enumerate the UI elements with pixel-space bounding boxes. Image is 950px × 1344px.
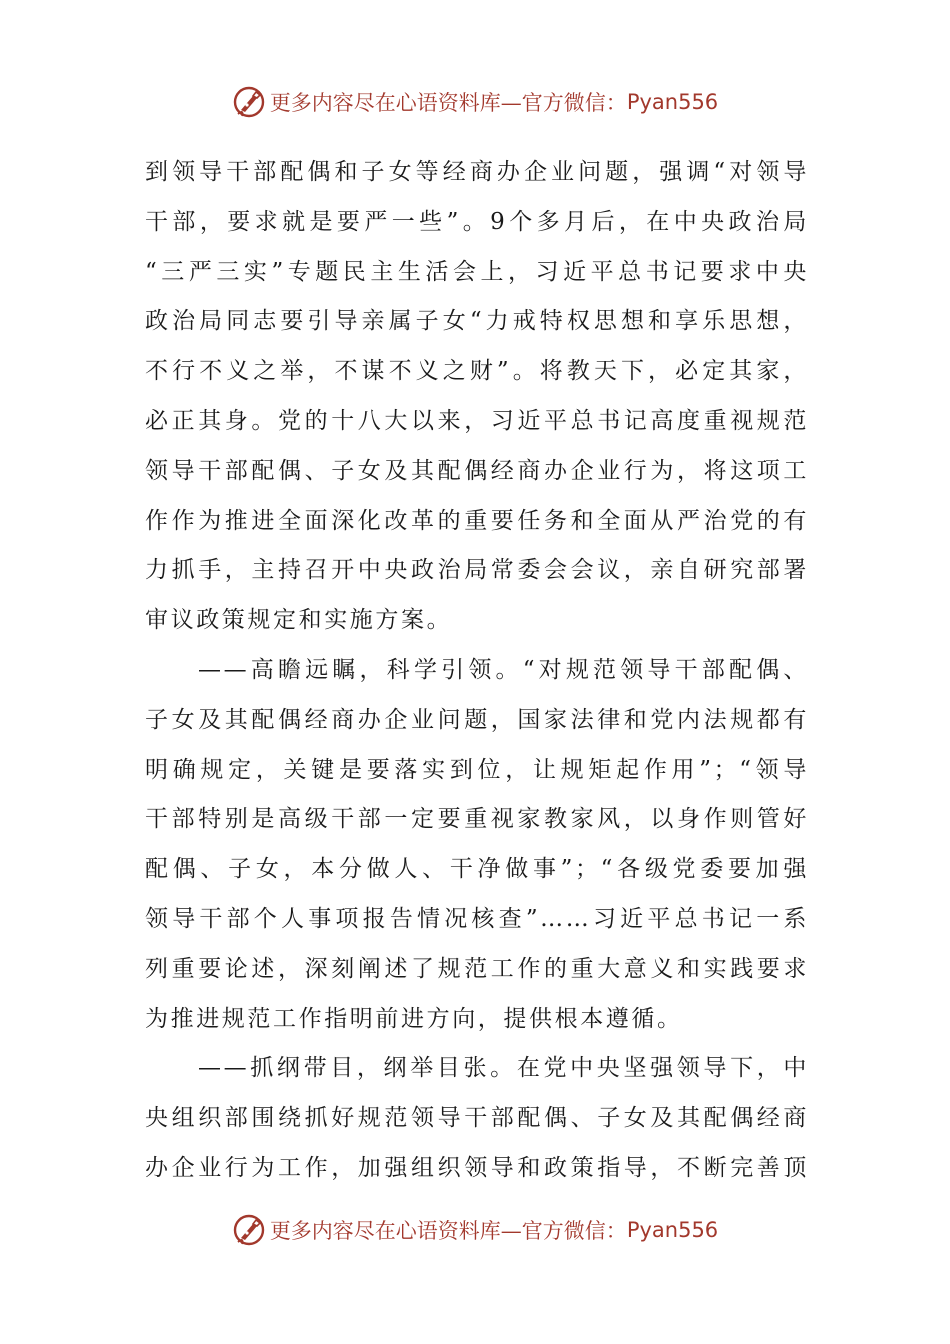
text-line: 审议政策规定和实施方案。 bbox=[145, 607, 453, 634]
text-line: 列重要论述，深刻阐述了规范工作的重大意义和实践要求 bbox=[145, 955, 809, 982]
banner-wechat-id: Pyan556 bbox=[626, 90, 719, 114]
text-line: 政治局同志要引导亲属子女“力戒特权思想和享乐思想， bbox=[145, 308, 809, 335]
paragraph bbox=[145, 148, 809, 646]
paragraph bbox=[145, 646, 809, 1044]
text-line: 为推进规范工作指明前进方向，提供根本遵循。 bbox=[145, 1005, 683, 1032]
text-line: 办企业行为工作，加强组织领导和政策指导，不断完善顶 bbox=[145, 1154, 809, 1181]
paragraph bbox=[145, 1044, 809, 1193]
document-body bbox=[145, 148, 809, 1194]
text-line: 必正其身。党的十八大以来，习近平总书记高度重视规范 bbox=[145, 407, 809, 434]
text-line: 明确规定，关键是要落实到位，让规矩起作用”；“领导 bbox=[145, 756, 809, 783]
pen-nib-logo-icon bbox=[232, 85, 266, 119]
text-line: 子女及其配偶经商办企业问题，国家法律和党内法规都有 bbox=[145, 706, 809, 733]
text-line: 领导干部配偶、子女及其配偶经商办企业行为，将这项工 bbox=[145, 457, 809, 484]
text-line: “三严三实”专题民主生活会上，习近平总书记要求中央 bbox=[145, 258, 809, 285]
text-line: 领导干部个人事项报告情况核查”……习近平总书记一系 bbox=[145, 905, 809, 932]
text-line: ——高瞻远瞩，科学引领。“对规范领导干部配偶、 bbox=[198, 656, 809, 683]
text-line: 干部特别是高级干部一定要重视家教家风，以身作则管好 bbox=[145, 806, 809, 833]
text-line: 配偶、子女，本分做人、干净做事”；“各级党委要加强 bbox=[145, 856, 809, 883]
header-banner bbox=[0, 82, 950, 122]
pen-nib-logo-icon bbox=[232, 1213, 266, 1247]
text-line: 不行不义之举，不谋不义之财”。将教天下，必定其家， bbox=[145, 358, 809, 385]
text-line: 力抓手，主持召开中央政治局常委会会议，亲自研究部署 bbox=[145, 557, 809, 584]
footer-banner bbox=[0, 1210, 950, 1250]
text-line: ——抓纲带目，纲举目张。在党中央坚强领导下，中 bbox=[198, 1055, 809, 1082]
text-line: 到领导干部配偶和子女等经商办企业问题，强调“对领导 bbox=[145, 159, 809, 185]
text-line: 央组织部围绕抓好规范领导干部配偶、子女及其配偶经商 bbox=[145, 1105, 809, 1132]
text-line: 作作为推进全面深化改革的重要任务和全面从严治党的有 bbox=[145, 507, 809, 534]
banner-text: 更多内容尽在心语资料库—官方微信： bbox=[269, 1219, 627, 1243]
text-line: 干部，要求就是要严一些”。9个多月后，在中央政治局 bbox=[145, 208, 809, 235]
banner-text: 更多内容尽在心语资料库—官方微信： bbox=[269, 91, 627, 115]
banner-wechat-id: Pyan556 bbox=[626, 1218, 719, 1242]
